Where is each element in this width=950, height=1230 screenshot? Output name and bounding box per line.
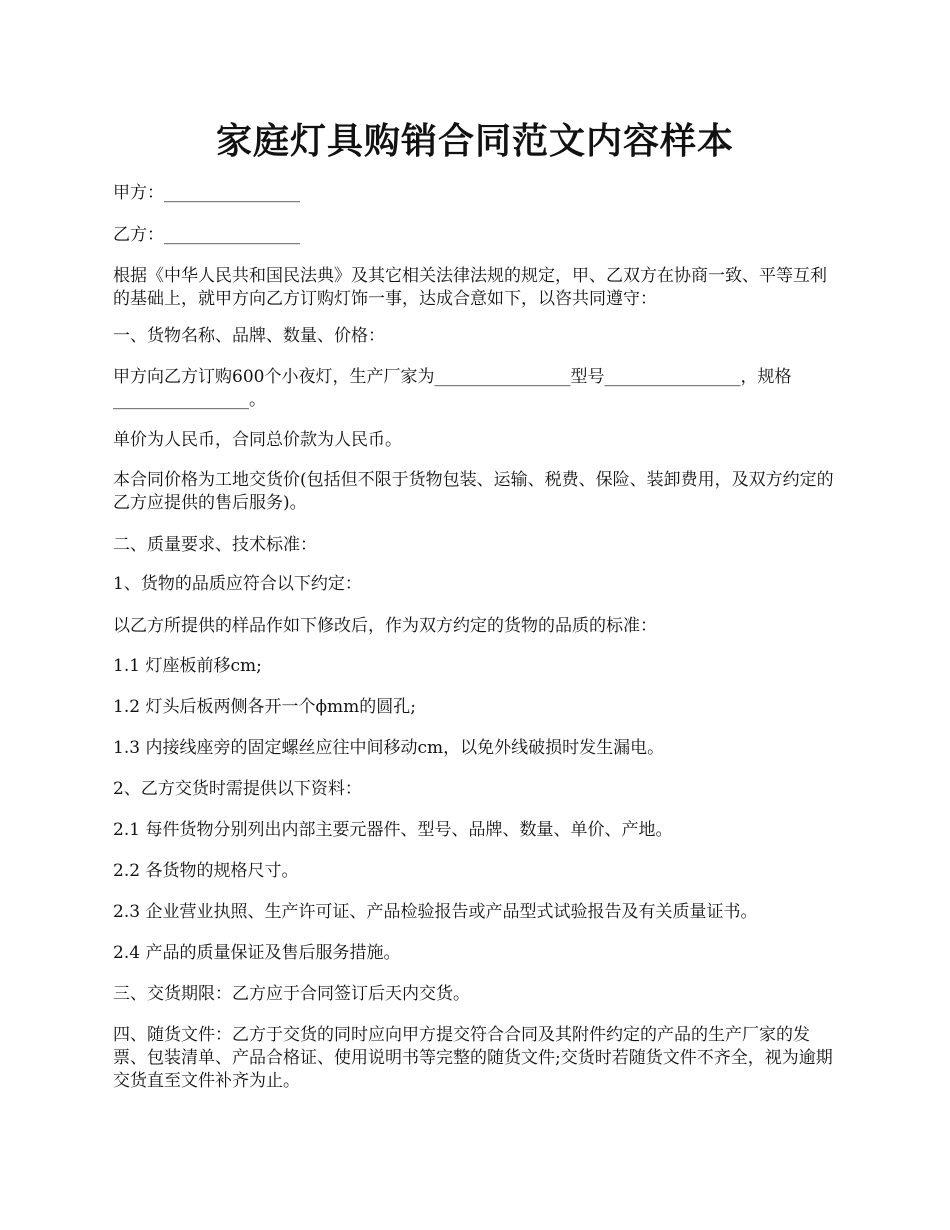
clause-1-2: 1.2 灯头后板两侧各开一个ϕmm的圆孔; (113, 697, 416, 717)
section-heading-1: 一、货物名称、品牌、数量、价格： (113, 326, 385, 346)
documents-heading: 2、乙方交货时需提供以下资料： (113, 779, 362, 799)
clause-1-3: 1.3 内接线座旁的固定螺丝应往中间移动cm，以免外线破损时发生漏电。 (113, 738, 665, 758)
clause-2-4: 2.4 产品的质量保证及售后服务措施。 (113, 943, 401, 963)
document-title: 家庭灯具购销合同范文内容样本 (215, 120, 734, 162)
order-paragraph: 甲方向乙方订购600个小夜灯，生产厂家为________________型号________________，规格________________。 (113, 367, 792, 410)
clause-2-1: 2.1 每件货物分别列出内部主要元器件、型号、品牌、数量、单价、产地。 (113, 820, 673, 840)
party-a-line: 甲方：________________ (113, 183, 300, 203)
clause-2-2: 2.2 各货物的规格尺寸。 (113, 861, 299, 881)
party-b-line: 乙方：________________ (113, 225, 300, 245)
section-heading-3: 三、交货期限：乙方应于合同签订后天内交货。 (113, 984, 470, 1004)
clause-2-3: 2.3 企业营业执照、生产许可证、产品检验报告或产品型式试验报告及有关质量证书。 (113, 902, 758, 922)
section-4-paragraph: 四、随货文件：乙方于交货的同时应向甲方提交符合合同及其附件约定的产品的生产厂家的发票、包装清单、产品合格证、使用说明书等完整的随货文件;交货时若随货文件不齐全，视为逾期交货直至文件补齐为止。 (113, 1025, 833, 1091)
price-terms-paragraph: 本合同价格为工地交货价(包括但不限于货物包装、运输、税费、保险、装卸费用，及双方约定的乙方应提供的售后服务)。 (113, 470, 834, 513)
section-heading-2: 二、质量要求、技术标准： (113, 535, 317, 555)
clause-1-1: 1.1 灯座板前移cm; (113, 656, 262, 676)
quality-standard-paragraph: 以乙方所提供的样品作如下修改后，作为双方约定的货物的品质的标准： (113, 616, 657, 636)
quality-heading: 1、货物的品质应符合以下约定： (113, 574, 362, 594)
preamble-paragraph: 根据《中华人民共和国民法典》及其它相关法律法规的规定，甲、乙双方在协商一致、平等互利的基础上，就甲方向乙方订购灯饰一事，达成合意如下，以咨共同遵守： (113, 266, 827, 309)
price-paragraph: 单价为人民币，合同总价款为人民币。 (113, 430, 402, 450)
